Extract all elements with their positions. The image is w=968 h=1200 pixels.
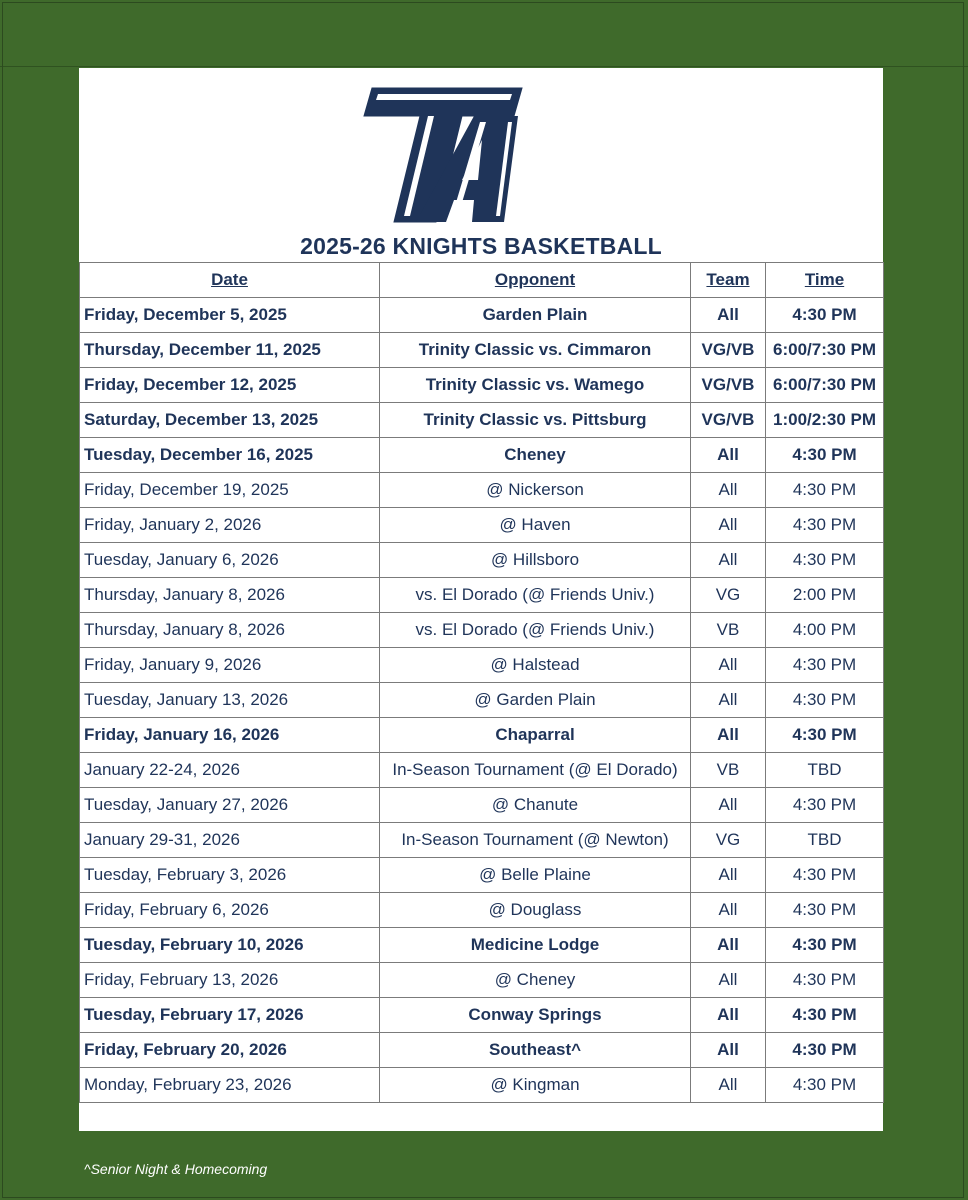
time-cell: 4:30 PM: [766, 473, 884, 508]
date-cell: Friday, February 13, 2026: [80, 963, 380, 998]
opponent-cell: Trinity Classic vs. Cimmaron: [380, 333, 691, 368]
opponent-cell: Southeast^: [380, 1033, 691, 1068]
time-cell: 4:30 PM: [766, 928, 884, 963]
table-row: [80, 893, 884, 928]
team-cell: All: [691, 438, 766, 473]
date-cell: Tuesday, January 6, 2026: [80, 543, 380, 578]
date-cell: Tuesday, February 3, 2026: [80, 858, 380, 893]
opponent-cell: Cheney: [380, 438, 691, 473]
ta-logo-icon: [354, 80, 524, 230]
opponent-cell: @ Chanute: [380, 788, 691, 823]
table-row: [80, 858, 884, 893]
time-cell: 4:30 PM: [766, 438, 884, 473]
opponent-cell: @ Douglass: [380, 893, 691, 928]
team-cell: All: [691, 998, 766, 1033]
table-row: [80, 753, 884, 788]
footnote: ^Senior Night & Homecoming: [84, 1161, 268, 1177]
date-cell: Thursday, January 8, 2026: [80, 578, 380, 613]
table-row: [80, 368, 884, 403]
top-band: [0, 0, 968, 67]
time-cell: 4:30 PM: [766, 648, 884, 683]
logo: [79, 80, 883, 230]
opponent-cell: Medicine Lodge: [380, 928, 691, 963]
date-cell: Friday, February 20, 2026: [80, 1033, 380, 1068]
header-row: [80, 263, 884, 298]
team-cell: All: [691, 543, 766, 578]
date-cell: January 29-31, 2026: [80, 823, 380, 858]
team-cell: All: [691, 508, 766, 543]
date-cell: Friday, January 16, 2026: [80, 718, 380, 753]
team-cell: All: [691, 718, 766, 753]
team-cell: All: [691, 298, 766, 333]
table-row: [80, 1033, 884, 1068]
team-cell: VG/VB: [691, 403, 766, 438]
time-cell: TBD: [766, 823, 884, 858]
opponent-cell: vs. El Dorado (@ Friends Univ.): [380, 578, 691, 613]
table-row: [80, 928, 884, 963]
table-row: [80, 683, 884, 718]
column-header-opponent: Opponent: [380, 263, 691, 298]
team-cell: VG/VB: [691, 368, 766, 403]
opponent-cell: @ Nickerson: [380, 473, 691, 508]
time-cell: 4:30 PM: [766, 298, 884, 333]
date-cell: Tuesday, January 13, 2026: [80, 683, 380, 718]
opponent-cell: Chaparral: [380, 718, 691, 753]
opponent-cell: @ Cheney: [380, 963, 691, 998]
schedule-body: [80, 298, 884, 1103]
column-header-time: Time: [766, 263, 884, 298]
table-row: [80, 963, 884, 998]
team-cell: All: [691, 683, 766, 718]
time-cell: 4:30 PM: [766, 683, 884, 718]
table-row: [80, 333, 884, 368]
table-row: [80, 473, 884, 508]
team-cell: VG/VB: [691, 333, 766, 368]
table-row: [80, 508, 884, 543]
table-row: [80, 578, 884, 613]
table-row: [80, 438, 884, 473]
date-cell: Friday, December 12, 2025: [80, 368, 380, 403]
team-cell: All: [691, 893, 766, 928]
opponent-cell: @ Kingman: [380, 1068, 691, 1103]
date-cell: Friday, February 6, 2026: [80, 893, 380, 928]
opponent-cell: @ Belle Plaine: [380, 858, 691, 893]
date-cell: Saturday, December 13, 2025: [80, 403, 380, 438]
schedule-table: [79, 262, 884, 1103]
opponent-cell: Conway Springs: [380, 998, 691, 1033]
time-cell: 4:00 PM: [766, 613, 884, 648]
team-cell: VB: [691, 613, 766, 648]
opponent-cell: Trinity Classic vs. Pittsburg: [380, 403, 691, 438]
page-title: 2025-26 KNIGHTS BASKETBALL: [300, 233, 662, 259]
team-cell: All: [691, 963, 766, 998]
opponent-cell: In-Season Tournament (@ El Dorado): [380, 753, 691, 788]
date-cell: Monday, February 23, 2026: [80, 1068, 380, 1103]
table-row: [80, 648, 884, 683]
time-cell: 4:30 PM: [766, 893, 884, 928]
table-row: [80, 823, 884, 858]
opponent-cell: Trinity Classic vs. Wamego: [380, 368, 691, 403]
date-cell: Tuesday, December 16, 2025: [80, 438, 380, 473]
opponent-cell: @ Haven: [380, 508, 691, 543]
time-cell: 4:30 PM: [766, 1033, 884, 1068]
time-cell: 2:00 PM: [766, 578, 884, 613]
time-cell: 4:30 PM: [766, 998, 884, 1033]
time-cell: 4:30 PM: [766, 543, 884, 578]
team-cell: All: [691, 473, 766, 508]
date-cell: Friday, December 5, 2025: [80, 298, 380, 333]
time-cell: TBD: [766, 753, 884, 788]
date-cell: Friday, January 9, 2026: [80, 648, 380, 683]
opponent-cell: @ Halstead: [380, 648, 691, 683]
table-row: [80, 298, 884, 333]
time-cell: 6:00/7:30 PM: [766, 368, 884, 403]
team-cell: All: [691, 1033, 766, 1068]
team-cell: All: [691, 928, 766, 963]
date-cell: Tuesday, January 27, 2026: [80, 788, 380, 823]
column-header-team: Team: [691, 263, 766, 298]
team-cell: All: [691, 1068, 766, 1103]
team-cell: VB: [691, 753, 766, 788]
date-cell: Friday, January 2, 2026: [80, 508, 380, 543]
team-cell: All: [691, 788, 766, 823]
date-cell: January 22-24, 2026: [80, 753, 380, 788]
schedule-sheet: [79, 68, 883, 1131]
table-row: [80, 543, 884, 578]
column-header-date: Date: [80, 263, 380, 298]
time-cell: 4:30 PM: [766, 858, 884, 893]
opponent-cell: vs. El Dorado (@ Friends Univ.): [380, 613, 691, 648]
team-cell: VG: [691, 823, 766, 858]
team-cell: All: [691, 648, 766, 683]
opponent-cell: In-Season Tournament (@ Newton): [380, 823, 691, 858]
time-cell: 4:30 PM: [766, 788, 884, 823]
team-cell: All: [691, 858, 766, 893]
date-cell: Friday, December 19, 2025: [80, 473, 380, 508]
opponent-cell: Garden Plain: [380, 298, 691, 333]
date-cell: Tuesday, February 17, 2026: [80, 998, 380, 1033]
time-cell: 4:30 PM: [766, 1068, 884, 1103]
table-row: [80, 613, 884, 648]
date-cell: Thursday, December 11, 2025: [80, 333, 380, 368]
time-cell: 6:00/7:30 PM: [766, 333, 884, 368]
table-row: [80, 1068, 884, 1103]
team-cell: VG: [691, 578, 766, 613]
time-cell: 4:30 PM: [766, 718, 884, 753]
time-cell: 1:00/2:30 PM: [766, 403, 884, 438]
opponent-cell: @ Hillsboro: [380, 543, 691, 578]
date-cell: Tuesday, February 10, 2026: [80, 928, 380, 963]
table-row: [80, 998, 884, 1033]
time-cell: 4:30 PM: [766, 963, 884, 998]
date-cell: Thursday, January 8, 2026: [80, 613, 380, 648]
table-row: [80, 718, 884, 753]
time-cell: 4:30 PM: [766, 508, 884, 543]
opponent-cell: @ Garden Plain: [380, 683, 691, 718]
table-row: [80, 403, 884, 438]
table-row: [80, 788, 884, 823]
